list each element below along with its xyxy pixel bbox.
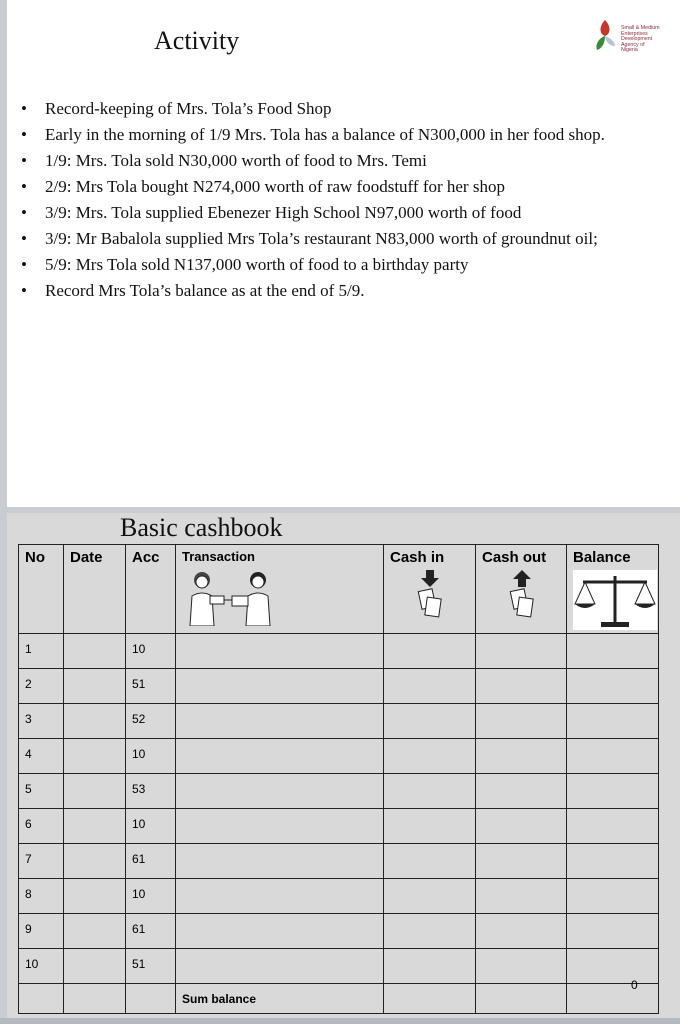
- list-item: • 2/9: Mrs Tola bought N274,000 worth of raw foodstuff for her shop: [21, 177, 505, 196]
- table-row: [19, 949, 659, 984]
- row-date[interactable]: [64, 634, 126, 669]
- flower-logo-icon: [593, 18, 617, 54]
- row-acc: 10: [126, 879, 176, 914]
- row-acc: 61: [126, 914, 176, 949]
- row-no: 1: [19, 634, 64, 669]
- row-cash-out[interactable]: [476, 809, 567, 844]
- row-acc: 61: [126, 844, 176, 879]
- row-balance[interactable]: [567, 809, 659, 844]
- list-item: • 5/9: Mrs Tola sold N137,000 worth of food to a birthday party: [21, 255, 469, 274]
- header-cash-out: Cash out: [476, 545, 567, 634]
- row-transaction[interactable]: [176, 634, 384, 669]
- row-date[interactable]: [64, 739, 126, 774]
- row-cash-out[interactable]: [476, 704, 567, 739]
- row-acc: 52: [126, 704, 176, 739]
- list-item: • 3/9: Mrs. Tola supplied Ebenezer High School N97,000 worth of food: [21, 203, 522, 222]
- row-date[interactable]: [64, 879, 126, 914]
- row-cash-out[interactable]: [476, 949, 567, 984]
- table-row: [19, 739, 659, 774]
- row-no: 5: [19, 774, 64, 809]
- row-cash-in[interactable]: [384, 879, 476, 914]
- list-item: • 3/9: Mr Babalola supplied Mrs Tola’s restaurant N83,000 worth of groundnut oil;: [21, 229, 598, 248]
- row-cash-in[interactable]: [384, 809, 476, 844]
- header-acc: Acc: [126, 545, 176, 634]
- header-transaction: Transaction: [176, 545, 384, 634]
- sum-row: [19, 984, 659, 1014]
- row-date[interactable]: [64, 809, 126, 844]
- row-balance[interactable]: [567, 634, 659, 669]
- table-row: [19, 844, 659, 879]
- sum-acc: [126, 984, 176, 1014]
- list-item: • Record-keeping of Mrs. Tola’s Food Shop: [21, 99, 332, 118]
- row-no: 10: [19, 949, 64, 984]
- row-date[interactable]: [64, 774, 126, 809]
- row-transaction[interactable]: [176, 879, 384, 914]
- final-balance-value: 0: [631, 978, 638, 992]
- row-no: 6: [19, 809, 64, 844]
- row-cash-out[interactable]: [476, 774, 567, 809]
- cashbook-title: Basic cashbook: [120, 513, 283, 542]
- row-no: 9: [19, 914, 64, 949]
- list-item: • Early in the morning of 1/9 Mrs. Tola has a balance of N300,000 in her food shop.: [21, 125, 605, 144]
- row-no: 3: [19, 704, 64, 739]
- row-cash-in[interactable]: [384, 774, 476, 809]
- row-transaction[interactable]: [176, 774, 384, 809]
- smedan-logo: [593, 14, 680, 58]
- row-no: 8: [19, 879, 64, 914]
- list-item: • 1/9: Mrs. Tola sold N30,000 worth of food to Mrs. Temi: [21, 151, 427, 170]
- row-transaction[interactable]: [176, 739, 384, 774]
- row-acc: 51: [126, 669, 176, 704]
- table-row: [19, 669, 659, 704]
- row-transaction[interactable]: [176, 704, 384, 739]
- row-acc: 10: [126, 634, 176, 669]
- row-date[interactable]: [64, 914, 126, 949]
- row-cash-out[interactable]: [476, 739, 567, 774]
- row-cash-out[interactable]: [476, 844, 567, 879]
- balance-scale-icon: [573, 570, 657, 630]
- two-people-exchange-icon: [182, 568, 278, 626]
- header-balance: Balance: [567, 545, 659, 634]
- row-transaction[interactable]: [176, 844, 384, 879]
- row-date[interactable]: [64, 669, 126, 704]
- row-cash-in[interactable]: [384, 949, 476, 984]
- activity-list: [21, 100, 611, 308]
- sum-no: [19, 984, 64, 1014]
- sum-cash-in[interactable]: [384, 984, 476, 1014]
- slide-title: Activity: [154, 26, 240, 55]
- row-cash-out[interactable]: [476, 669, 567, 704]
- row-no: 2: [19, 669, 64, 704]
- row-transaction[interactable]: [176, 949, 384, 984]
- row-balance[interactable]: [567, 949, 659, 984]
- table-row: [19, 809, 659, 844]
- list-item: • Record Mrs Tola’s balance as at the end of 5/9.: [21, 281, 365, 300]
- row-cash-in[interactable]: [384, 634, 476, 669]
- row-transaction[interactable]: [176, 809, 384, 844]
- row-transaction[interactable]: [176, 914, 384, 949]
- logo-text: Small & Medium Enterprises Development Agency of Nigeria: [621, 25, 660, 54]
- cashbook-table: [18, 544, 659, 1014]
- header-cash-in: Cash in: [384, 545, 476, 634]
- cash-out-arrow-icon: [504, 570, 544, 620]
- row-cash-in[interactable]: [384, 739, 476, 774]
- table-row: [19, 914, 659, 949]
- row-balance[interactable]: [567, 739, 659, 774]
- row-balance[interactable]: [567, 669, 659, 704]
- row-balance[interactable]: [567, 844, 659, 879]
- row-cash-in[interactable]: [384, 914, 476, 949]
- row-acc: 51: [126, 949, 176, 984]
- header-no: No: [19, 545, 64, 634]
- table-row: [19, 704, 659, 739]
- bottom-bar: [0, 1018, 680, 1024]
- table-row: [19, 634, 659, 669]
- row-acc: 10: [126, 809, 176, 844]
- row-balance[interactable]: [567, 914, 659, 949]
- table-row: [19, 774, 659, 809]
- row-cash-out[interactable]: [476, 879, 567, 914]
- sum-cash-out[interactable]: [476, 984, 567, 1014]
- row-no: 7: [19, 844, 64, 879]
- row-no: 4: [19, 739, 64, 774]
- row-cash-out[interactable]: [476, 914, 567, 949]
- sum-label: Sum balance: [176, 984, 384, 1014]
- sum-balance[interactable]: [567, 984, 659, 1014]
- row-cash-in[interactable]: [384, 669, 476, 704]
- row-acc: 10: [126, 739, 176, 774]
- sum-date: [64, 984, 126, 1014]
- activity-slide: [7, 0, 680, 507]
- cash-in-arrow-icon: [412, 570, 452, 620]
- row-acc: 53: [126, 774, 176, 809]
- row-date[interactable]: [64, 949, 126, 984]
- row-date[interactable]: [64, 844, 126, 879]
- row-cash-in[interactable]: [384, 844, 476, 879]
- row-cash-out[interactable]: [476, 634, 567, 669]
- table-row: [19, 879, 659, 914]
- row-date[interactable]: [64, 704, 126, 739]
- row-cash-in[interactable]: [384, 704, 476, 739]
- row-transaction[interactable]: [176, 669, 384, 704]
- header-date: Date: [64, 545, 126, 634]
- row-balance[interactable]: [567, 774, 659, 809]
- row-balance[interactable]: [567, 704, 659, 739]
- row-balance[interactable]: [567, 879, 659, 914]
